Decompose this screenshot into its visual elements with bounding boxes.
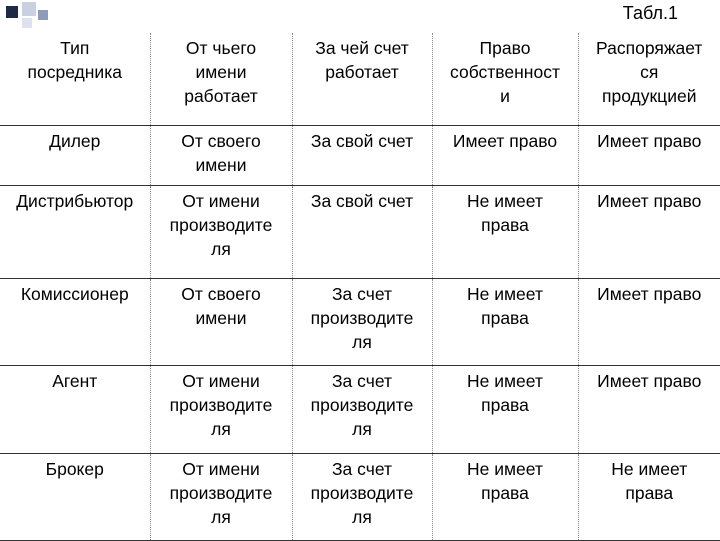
cell-text-line: права: [481, 214, 529, 235]
cell-text-line: Имеет право: [597, 190, 702, 211]
table-cell: [432, 125, 578, 185]
cell-text-line: Не имеет: [467, 370, 543, 391]
table-cell: [292, 278, 432, 365]
table-row: [0, 278, 720, 365]
table-cell: [292, 365, 432, 453]
table-row: [0, 125, 720, 185]
table-cell: [578, 453, 720, 540]
cell-text-line: Право: [479, 38, 531, 58]
header-cell: [0, 33, 150, 125]
table-row: [0, 185, 720, 278]
cell-text-line: ля: [352, 418, 372, 439]
cell-text-line: Дистрибьютор: [16, 190, 134, 211]
table-cell: [578, 125, 720, 185]
table-cell: [0, 185, 150, 278]
table-cell: [150, 453, 292, 540]
header-cell: [432, 33, 578, 125]
cell-text-line: За свой счет: [310, 190, 414, 211]
cell-text-line: собственност: [450, 62, 560, 82]
cell-text-line: права: [481, 482, 529, 503]
table-cell: [0, 365, 150, 453]
cell-text-line: Не имеет: [611, 458, 688, 479]
table-cell: [150, 125, 292, 185]
decor-square-light: [22, 18, 32, 28]
slide-decoration: [0, 0, 70, 30]
cell-text-line: права: [481, 394, 529, 415]
header-cell: [578, 33, 720, 125]
cell-text-line: За счет: [331, 458, 392, 479]
cell-text-line: ля: [211, 418, 231, 439]
table-cell: [578, 185, 720, 278]
table-cell: [292, 185, 432, 278]
cell-text-line: Не имеет: [467, 190, 543, 211]
table-cell: [432, 278, 578, 365]
header-cell: [150, 33, 292, 125]
cell-text-line: права: [625, 482, 674, 503]
cell-text-line: От своего: [181, 130, 261, 151]
table-cell: [432, 185, 578, 278]
table-row: [0, 365, 720, 453]
cell-text-line: От имени: [182, 458, 260, 479]
cell-text-line: ля: [211, 506, 231, 527]
table-cell: [292, 453, 432, 540]
cell-text-line: От имени: [182, 190, 260, 211]
cell-text-line: Имеет право: [597, 283, 702, 304]
cell-text-line: ля: [211, 238, 231, 259]
cell-text-line: работает: [325, 62, 399, 82]
cell-text-line: Не имеет: [467, 283, 543, 304]
cell-text-line: Не имеет: [467, 458, 543, 479]
cell-text-line: Имеет право: [597, 130, 702, 151]
cell-text-line: имени: [195, 307, 247, 328]
table-cell: [150, 365, 292, 453]
intermediaries-table: [0, 33, 720, 541]
cell-text-line: ля: [352, 331, 372, 352]
cell-text-line: От чьего: [185, 38, 257, 58]
decor-square-light: [22, 2, 36, 16]
cell-text-line: Имеет право: [597, 370, 702, 391]
cell-text-line: За счет: [331, 283, 392, 304]
cell-text-line: производите: [310, 482, 414, 503]
table-cell: [150, 185, 292, 278]
cell-text-line: За счет: [331, 370, 392, 391]
cell-text-line: продукцией: [602, 86, 697, 106]
table-cell: [0, 125, 150, 185]
table-cell: [150, 278, 292, 365]
cell-text-line: имени: [195, 154, 247, 175]
table-cell: [578, 278, 720, 365]
cell-text-line: производите: [310, 394, 414, 415]
decor-square-dark: [6, 6, 18, 18]
cell-text-line: имени: [195, 62, 247, 82]
table-cell: [432, 365, 578, 453]
cell-text-line: ся: [640, 62, 659, 82]
cell-text-line: От своего: [181, 283, 261, 304]
header-cell: [292, 33, 432, 125]
cell-text-line: посредника: [27, 62, 122, 82]
cell-text-line: Тип: [60, 38, 90, 58]
cell-text-line: права: [481, 307, 529, 328]
table-cell: [0, 453, 150, 540]
cell-text-line: За чей счет: [315, 38, 409, 58]
table-cell: [432, 453, 578, 540]
table-caption: Табл.1: [622, 3, 678, 23]
cell-text-line: Брокер: [45, 458, 104, 479]
cell-text-line: производите: [169, 482, 273, 503]
cell-text-line: производите: [169, 394, 273, 415]
table-cell: [578, 365, 720, 453]
cell-text-line: и: [500, 86, 510, 106]
decor-square-mid: [38, 10, 48, 20]
cell-text-line: Комиссионер: [20, 283, 129, 304]
cell-text-line: Дилер: [49, 130, 101, 151]
cell-text-line: От имени: [182, 370, 260, 391]
cell-text-line: Имеет право: [452, 130, 558, 151]
cell-text-line: ля: [352, 506, 372, 527]
table-cell: [0, 278, 150, 365]
cell-text-line: Агент: [52, 370, 98, 391]
cell-text-line: Распоряжает: [596, 38, 703, 58]
cell-text-line: За свой счет: [310, 130, 414, 151]
cell-text-line: работает: [184, 86, 258, 106]
cell-text-line: производите: [310, 307, 414, 328]
table-row: [0, 453, 720, 540]
table-header-row: [0, 33, 720, 125]
cell-text-line: производите: [169, 214, 273, 235]
table-cell: [292, 125, 432, 185]
